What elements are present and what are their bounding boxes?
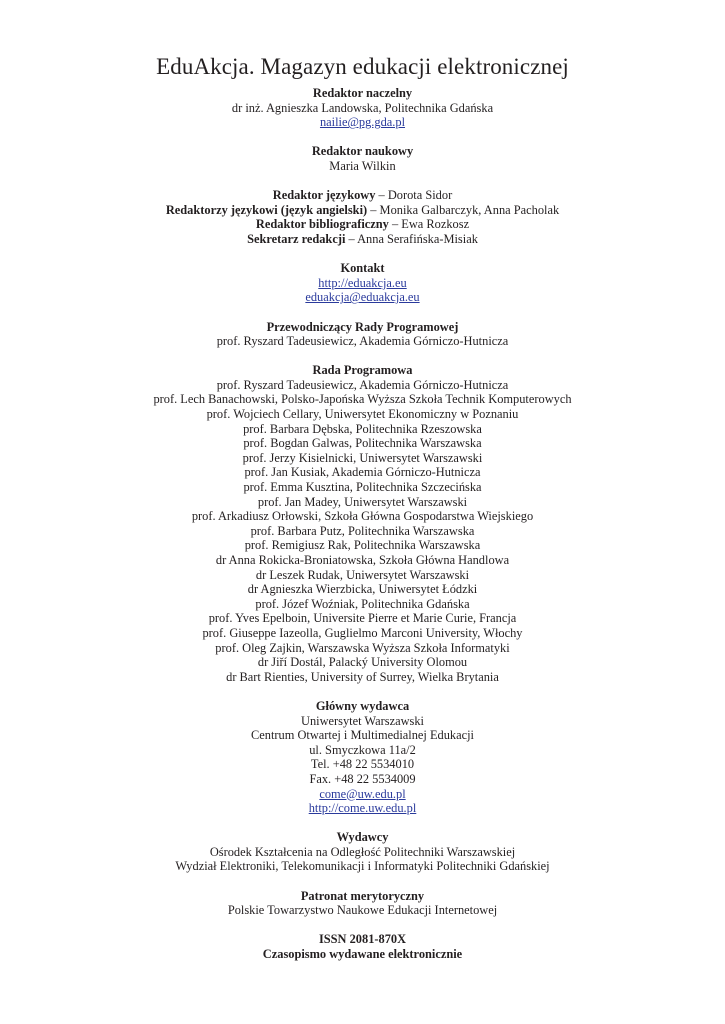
- patronage-name: Polskie Towarzystwo Naukowe Edukacji Internetowej: [227, 903, 498, 918]
- publisher-line: Uniwersytet Warszawski: [301, 713, 424, 728]
- contact-email-link[interactable]: eduakcja@eduakcja.eu: [305, 290, 420, 305]
- scientific-editor-heading: Redaktor naukowy: [311, 144, 414, 159]
- council-member-list: [0, 378, 725, 684]
- editor-in-chief-email-link[interactable]: nailie@pg.gda.pl: [319, 115, 406, 130]
- council-member: prof. Józef Woźniak, Politechnika Gdańska: [255, 596, 470, 611]
- editor-in-chief-heading: Redaktor naczelny: [312, 86, 413, 100]
- editor-name: Dorota Sidor: [387, 188, 453, 203]
- editor-separator: –: [388, 217, 402, 232]
- editor-name: Ewa Rozkosz: [401, 217, 470, 232]
- council-chair-heading: Przewodniczący Rady Programowej: [266, 319, 459, 334]
- issn: ISSN 2081-870X: [318, 932, 407, 947]
- council-member: prof. Oleg Zajkin, Warszawska Wyższa Szkoła Informatyki: [215, 640, 510, 655]
- editor-role: Redaktor bibliograficzny: [255, 217, 389, 232]
- editor-separator: –: [367, 202, 380, 217]
- council-member: prof. Ryszard Tadeusiewicz, Akademia Górniczo-Hutnicza: [216, 377, 509, 392]
- editor-line-language: [0, 188, 725, 203]
- editor-line-bibliographic: [0, 217, 725, 232]
- publishers-line: Wydział Elektroniki, Telekomunikacji i Informatyki Politechniki Gdańskiej: [175, 859, 550, 874]
- council-member: prof. Barbara Putz, Politechnika Warszawska: [250, 523, 475, 538]
- council-member: dr Anna Rokicka-Broniatowska, Szkoła Główna Handlowa: [215, 553, 510, 567]
- council-member: prof. Barbara Dębska, Politechnika Rzeszowska: [243, 421, 482, 436]
- council-member: prof. Emma Kusztina, Politechnika Szczecińska: [243, 480, 482, 495]
- publishers-line: Ośrodek Kształcenia na Odległość Politechniki Warszawskiej: [209, 844, 516, 859]
- editor-name: Monika Galbarczyk, Anna Pacholak: [379, 202, 560, 217]
- editor-name: Anna Serafińska-Misiak: [357, 231, 478, 246]
- editor-separator: –: [375, 188, 388, 203]
- council-member: prof. Jan Madey, Uniwersytet Warszawski: [257, 494, 468, 509]
- editor-line-secretary: [0, 232, 725, 247]
- council-member: dr Bart Rienties, University of Surrey, Wielka Brytania: [226, 669, 499, 684]
- editor-in-chief-name: dr inż. Agnieszka Landowska, Politechnika Gdańska: [231, 100, 494, 115]
- contact-heading: Kontakt: [340, 261, 385, 276]
- council-member: prof. Wojciech Cellary, Uniwersytet Ekonomiczny w Poznaniu: [206, 407, 519, 422]
- council-member: dr Agnieszka Wierzbicka, Uniwersytet Łódzki: [247, 582, 478, 597]
- council-member: prof. Remigiusz Rak, Politechnika Warszawska: [244, 538, 481, 553]
- council-member: prof. Giuseppe Iazeolla, Guglielmo Marconi University, Włochy: [202, 625, 523, 640]
- council-chair-name: prof. Ryszard Tadeusiewicz, Akademia Górniczo-Hutnicza: [216, 334, 509, 349]
- editor-role: Sekretarz redakcji: [247, 231, 346, 246]
- council-member: prof. Jan Kusiak, Akademia Górniczo-Hutnicza: [244, 465, 481, 480]
- council-member: dr Leszek Rudak, Uniwersytet Warszawski: [255, 567, 470, 582]
- page-title: EduAkcja. Magazyn edukacji elektronicznej: [156, 54, 569, 79]
- contact-url-link[interactable]: http://eduakcja.eu: [318, 275, 407, 290]
- council-member: prof. Arkadiusz Orłowski, Szkoła Główna Gospodarstwa Wiejskiego: [191, 509, 534, 524]
- publishers-heading: Wydawcy: [336, 830, 389, 845]
- publication-note: Czasopismo wydawane elektronicznie: [262, 947, 463, 962]
- publisher-url-link[interactable]: http://come.uw.edu.pl: [308, 801, 417, 816]
- publisher-heading: Główny wydawca: [315, 698, 410, 713]
- council-heading: Rada Programowa: [312, 363, 413, 378]
- council-member: dr Jiří Dostál, Palacký University Olomou: [257, 655, 468, 670]
- publisher-line: Fax. +48 22 5534009: [309, 771, 416, 786]
- editor-role: Redaktorzy językowi (język angielski): [165, 202, 368, 217]
- publisher-line: ul. Smyczkowa 11a/2: [309, 742, 416, 757]
- patronage-heading: Patronat merytoryczny: [300, 888, 425, 903]
- council-member: prof. Bogdan Galwas, Politechnika Warszawska: [243, 436, 482, 451]
- council-member: prof. Lech Banachowski, Polsko-Japońska Wyższa Szkoła Technik Komputerowych: [153, 392, 572, 407]
- council-member: prof. Jerzy Kisielnicki, Uniwersytet Warszawski: [242, 450, 483, 465]
- editor-role: Redaktor językowy: [272, 188, 376, 203]
- scientific-editor-name: Maria Wilkin: [329, 158, 396, 173]
- publisher-line: Centrum Otwartej i Multimedialnej Edukacji: [251, 728, 474, 743]
- publisher-email-link[interactable]: come@uw.edu.pl: [319, 786, 406, 801]
- editor-line-english: [0, 203, 725, 218]
- publisher-line: Tel. +48 22 5534010: [310, 757, 415, 772]
- editor-separator: –: [345, 231, 358, 246]
- council-member: prof. Yves Epelboin, Universite Pierre et Marie Curie, Francja: [208, 611, 517, 626]
